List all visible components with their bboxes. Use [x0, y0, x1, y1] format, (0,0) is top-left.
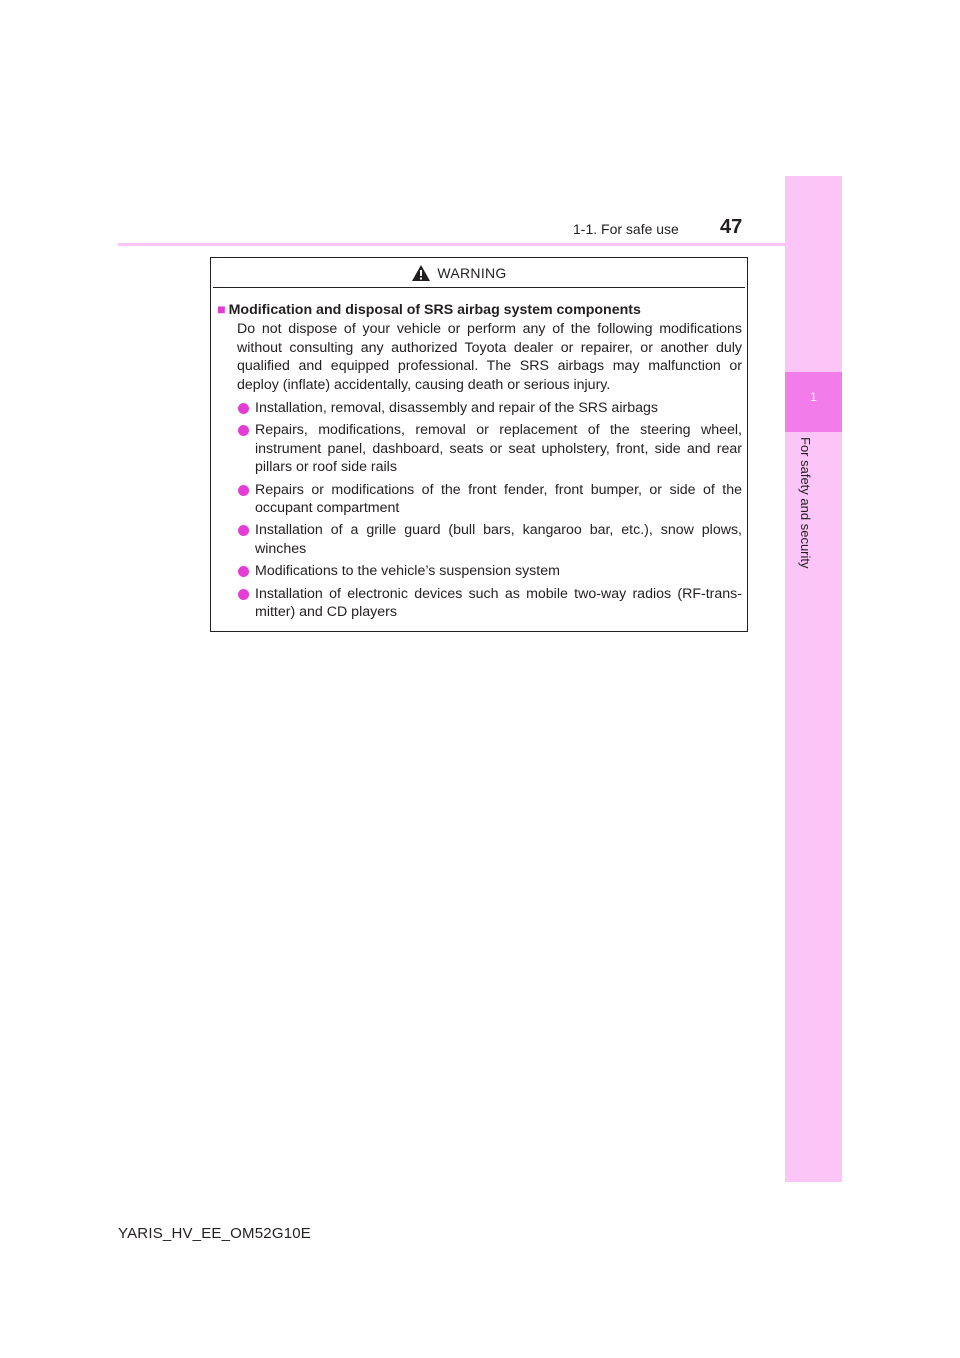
warning-label: WARNING — [437, 264, 507, 281]
page-number: 47 — [720, 216, 743, 238]
list-item — [217, 521, 742, 558]
chapter-side-tab — [785, 176, 842, 1182]
bullet-dot-icon — [238, 525, 249, 536]
list-item-text: Installation of electronic devices such as mobile two-way radios (RF-trans-mitter) and CD players — [255, 585, 742, 621]
list-item — [217, 562, 742, 580]
bullet-dot-icon — [238, 566, 249, 577]
warning-box — [210, 257, 748, 632]
section-heading: 1-1. For safe use — [573, 221, 679, 237]
list-item-text: Modifications to the vehicle’s suspension system — [255, 563, 560, 580]
model-code: YARIS_HV_EE_OM52G10E — [118, 1225, 311, 1242]
intro-paragraph: Do not dispose of your vehicle or perform any of the following modifications without consulting any authorized Toyota dealer or repairer, or another duly qualified and equipped professional. The SRS airbags may malfunction or deploy (inflate) accidentally, causing death or serious injury. — [237, 321, 742, 393]
bullet-dot-icon — [238, 589, 249, 600]
section-title-text: Modification and disposal of SRS airbag system components — [228, 302, 641, 318]
warning-body — [211, 288, 747, 622]
chapter-number: 1 — [810, 390, 817, 404]
warning-header — [213, 258, 745, 288]
list-item-text: Installation of a grille guard (bull bars, kangaroo bar, etc.), snow plows, winches — [255, 522, 742, 557]
list-item-text: Repairs or modifications of the front fender, front bumper, or side of the occupant compartment — [255, 481, 742, 517]
bullet-dot-icon — [238, 485, 249, 496]
list-item — [217, 399, 742, 417]
header-divider — [118, 243, 842, 246]
list-item-text: Repairs, modifications, removal or replacement of the steering wheel, instrument panel, dashboard, seats or seat upholstery, front, side and rear pillars or roof side rails — [255, 422, 742, 476]
warning-triangle-icon — [411, 264, 431, 282]
list-item — [217, 585, 742, 622]
list-item-text: Installation, removal, disassembly and repair of the SRS airbags — [255, 400, 658, 417]
list-item — [217, 421, 742, 476]
list-item — [217, 481, 742, 518]
bullet-dot-icon — [238, 403, 249, 414]
square-bullet-icon: ■ — [217, 302, 226, 318]
chapter-title: For safety and security — [798, 437, 813, 569]
section-title — [217, 301, 742, 319]
bullet-dot-icon — [238, 425, 249, 436]
